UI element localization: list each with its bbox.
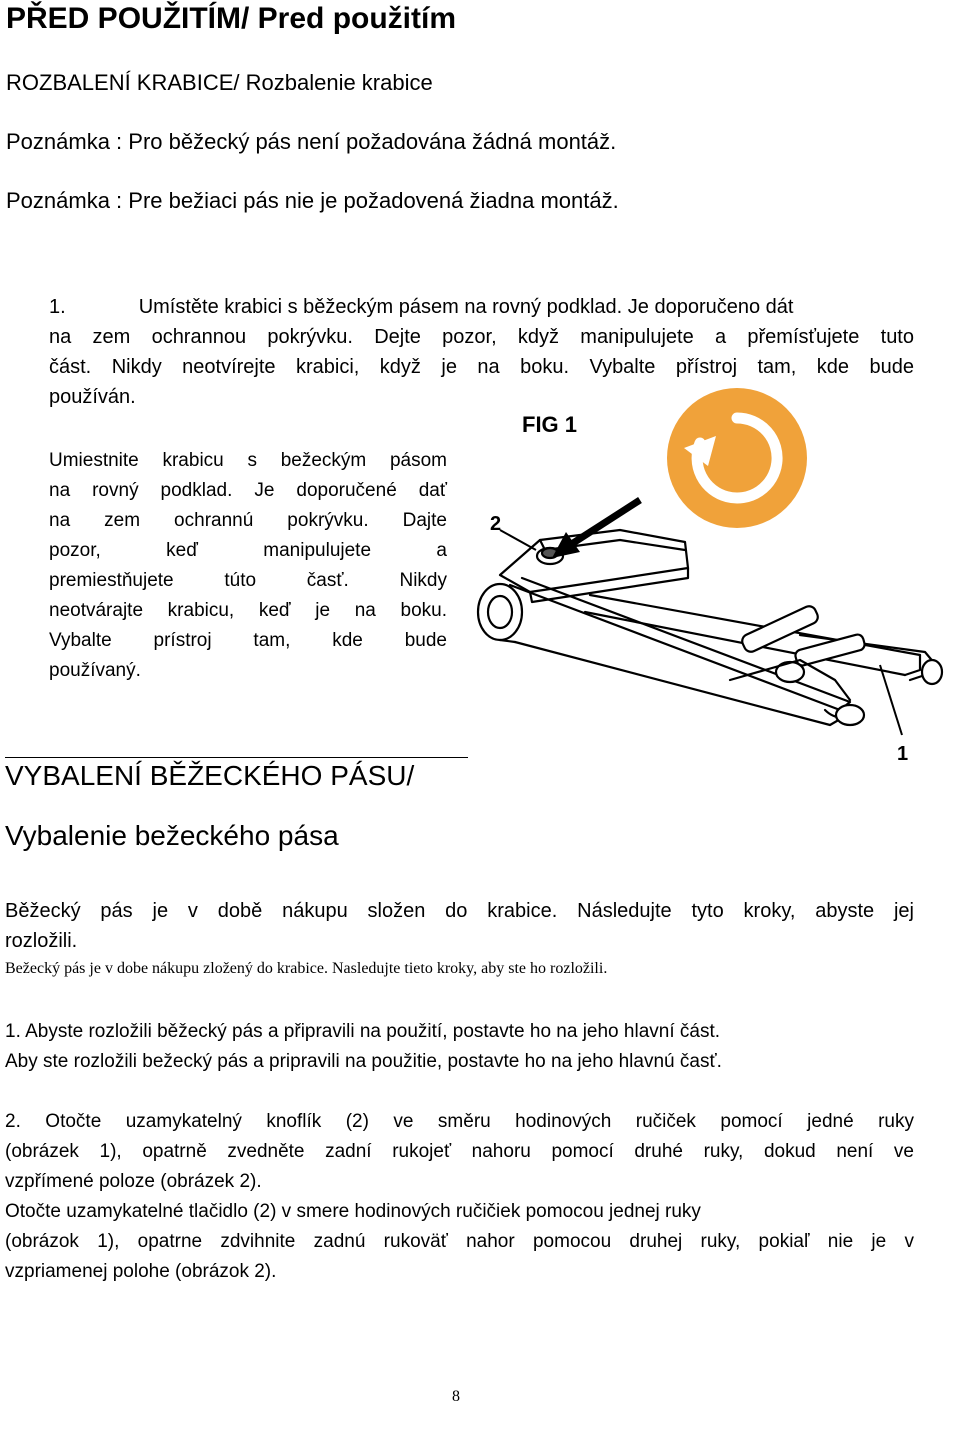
callout-line-handle [880, 665, 902, 735]
step1-sk-paragraph [49, 446, 447, 686]
item2-sk-line1: Otočte uzamykatelné tlačidlo (2) v smere hodinových ručičiek pomocou jednej ruky [5, 1201, 701, 1222]
rotate-clockwise-icon [667, 388, 807, 528]
item2-sk-line2: (obrázok 1), opatrne zdvihnite zadnú rukoväť nahor pomocou druhej ruky, pokiaľ nie je v [5, 1231, 914, 1252]
callout-1: 1 [897, 743, 909, 765]
step1-sk-line: Vybalte prístroj tam, kde bude [49, 630, 447, 651]
section-title-unfolding-cz: VYBALENÍ BĚŽECKÉHO PÁSU/ [5, 760, 415, 791]
note-sk: Poznámka : Pre bežiaci pás nie je požadovená žiadna montáž. [6, 188, 619, 213]
step1-cz-line2: na zem ochrannou pokrývku. Dejte pozor, když manipulujete a přemísťujete tuto [49, 326, 914, 348]
note-cz: Poznámka : Pro běžecký pás není požadována žádná montáž. [6, 129, 617, 154]
intro-cz-line1: Běžecký pás je v době nákupu složen do krabice. Následujte tyto kroky, abyste jej [5, 900, 914, 922]
section-divider [5, 757, 468, 758]
item2-cz-line1: 2. Otočte uzamykatelný knoflík (2) ve směru hodinových ručiček pomocí jedné ruky [5, 1111, 914, 1132]
item2-cz-line3: vzpřímené poloze (obrázek 2). [5, 1171, 262, 1192]
step1-sk-line: používaný. [49, 660, 141, 681]
page-heading: PŘED POUŽITÍM/ Pred použitím [6, 2, 457, 35]
step1-cz-line3: část. Nikdy neotvírejte krabici, když je na boku. Vybalte přístroj tam, kde bude [49, 356, 914, 378]
intro-sk: Bežecký pás je v dobe nákupu zložený do krabice. Nasledujte tieto kroky, aby ste ho rozložili. [5, 960, 608, 977]
step1-sk-line: na rovný podklad. Je doporučené dať [49, 480, 447, 501]
step1-sk-line: pozor, keď manipulujete a [49, 540, 447, 561]
fig1-label: FIG 1 [522, 412, 578, 437]
step1-number: 1. [49, 296, 66, 318]
item2-cz-line2: (obrázek 1), opatrně zvedněte zadní rukojeť nahoru pomocí druhé ruky, dokud není ve [5, 1141, 914, 1162]
intro-cz-line2: rozložili. [5, 930, 78, 952]
item2-paragraph [5, 1107, 914, 1287]
item1-sk: Aby ste rozložili bežecký pás a pripravili na použitie, postavte ho na jeho hlavnú časť. [5, 1051, 722, 1072]
callout-2: 2 [490, 513, 502, 535]
step1-cz-line1: 1. Umístěte krabici s běžeckým pásem na rovný podklad. Je doporučeno dát [49, 296, 794, 318]
page-number: 8 [452, 1388, 460, 1405]
item1-cz: 1. Abyste rozložili běžecký pás a připravili na použití, postavte ho na jeho hlavní část. [5, 1021, 721, 1042]
section-title-unpacking-box: ROZBALENÍ KRABICE/ Rozbalenie krabice [6, 70, 433, 95]
step1-sk-line: na zem ochrannú pokrývku. Dajte [49, 510, 447, 531]
section-title-unfolding-sk: Vybalenie bežeckého pása [5, 820, 339, 851]
step1-cz-line4: používán. [49, 386, 136, 408]
item2-sk-line3: vzpriamenej polohe (obrázok 2). [5, 1261, 277, 1282]
treadmill-drawing [478, 530, 942, 725]
intro-cz-paragraph [5, 896, 914, 956]
step1-sk-line: neotvárajte krabicu, keď je na boku. [49, 600, 447, 621]
step1-sk-line: Umiestnite krabicu s bežeckým pásom [49, 450, 447, 471]
step1-sk-line: premiestňujete túto časť. Nikdy [49, 570, 447, 591]
fig1-treadmill-illustration [470, 380, 958, 770]
